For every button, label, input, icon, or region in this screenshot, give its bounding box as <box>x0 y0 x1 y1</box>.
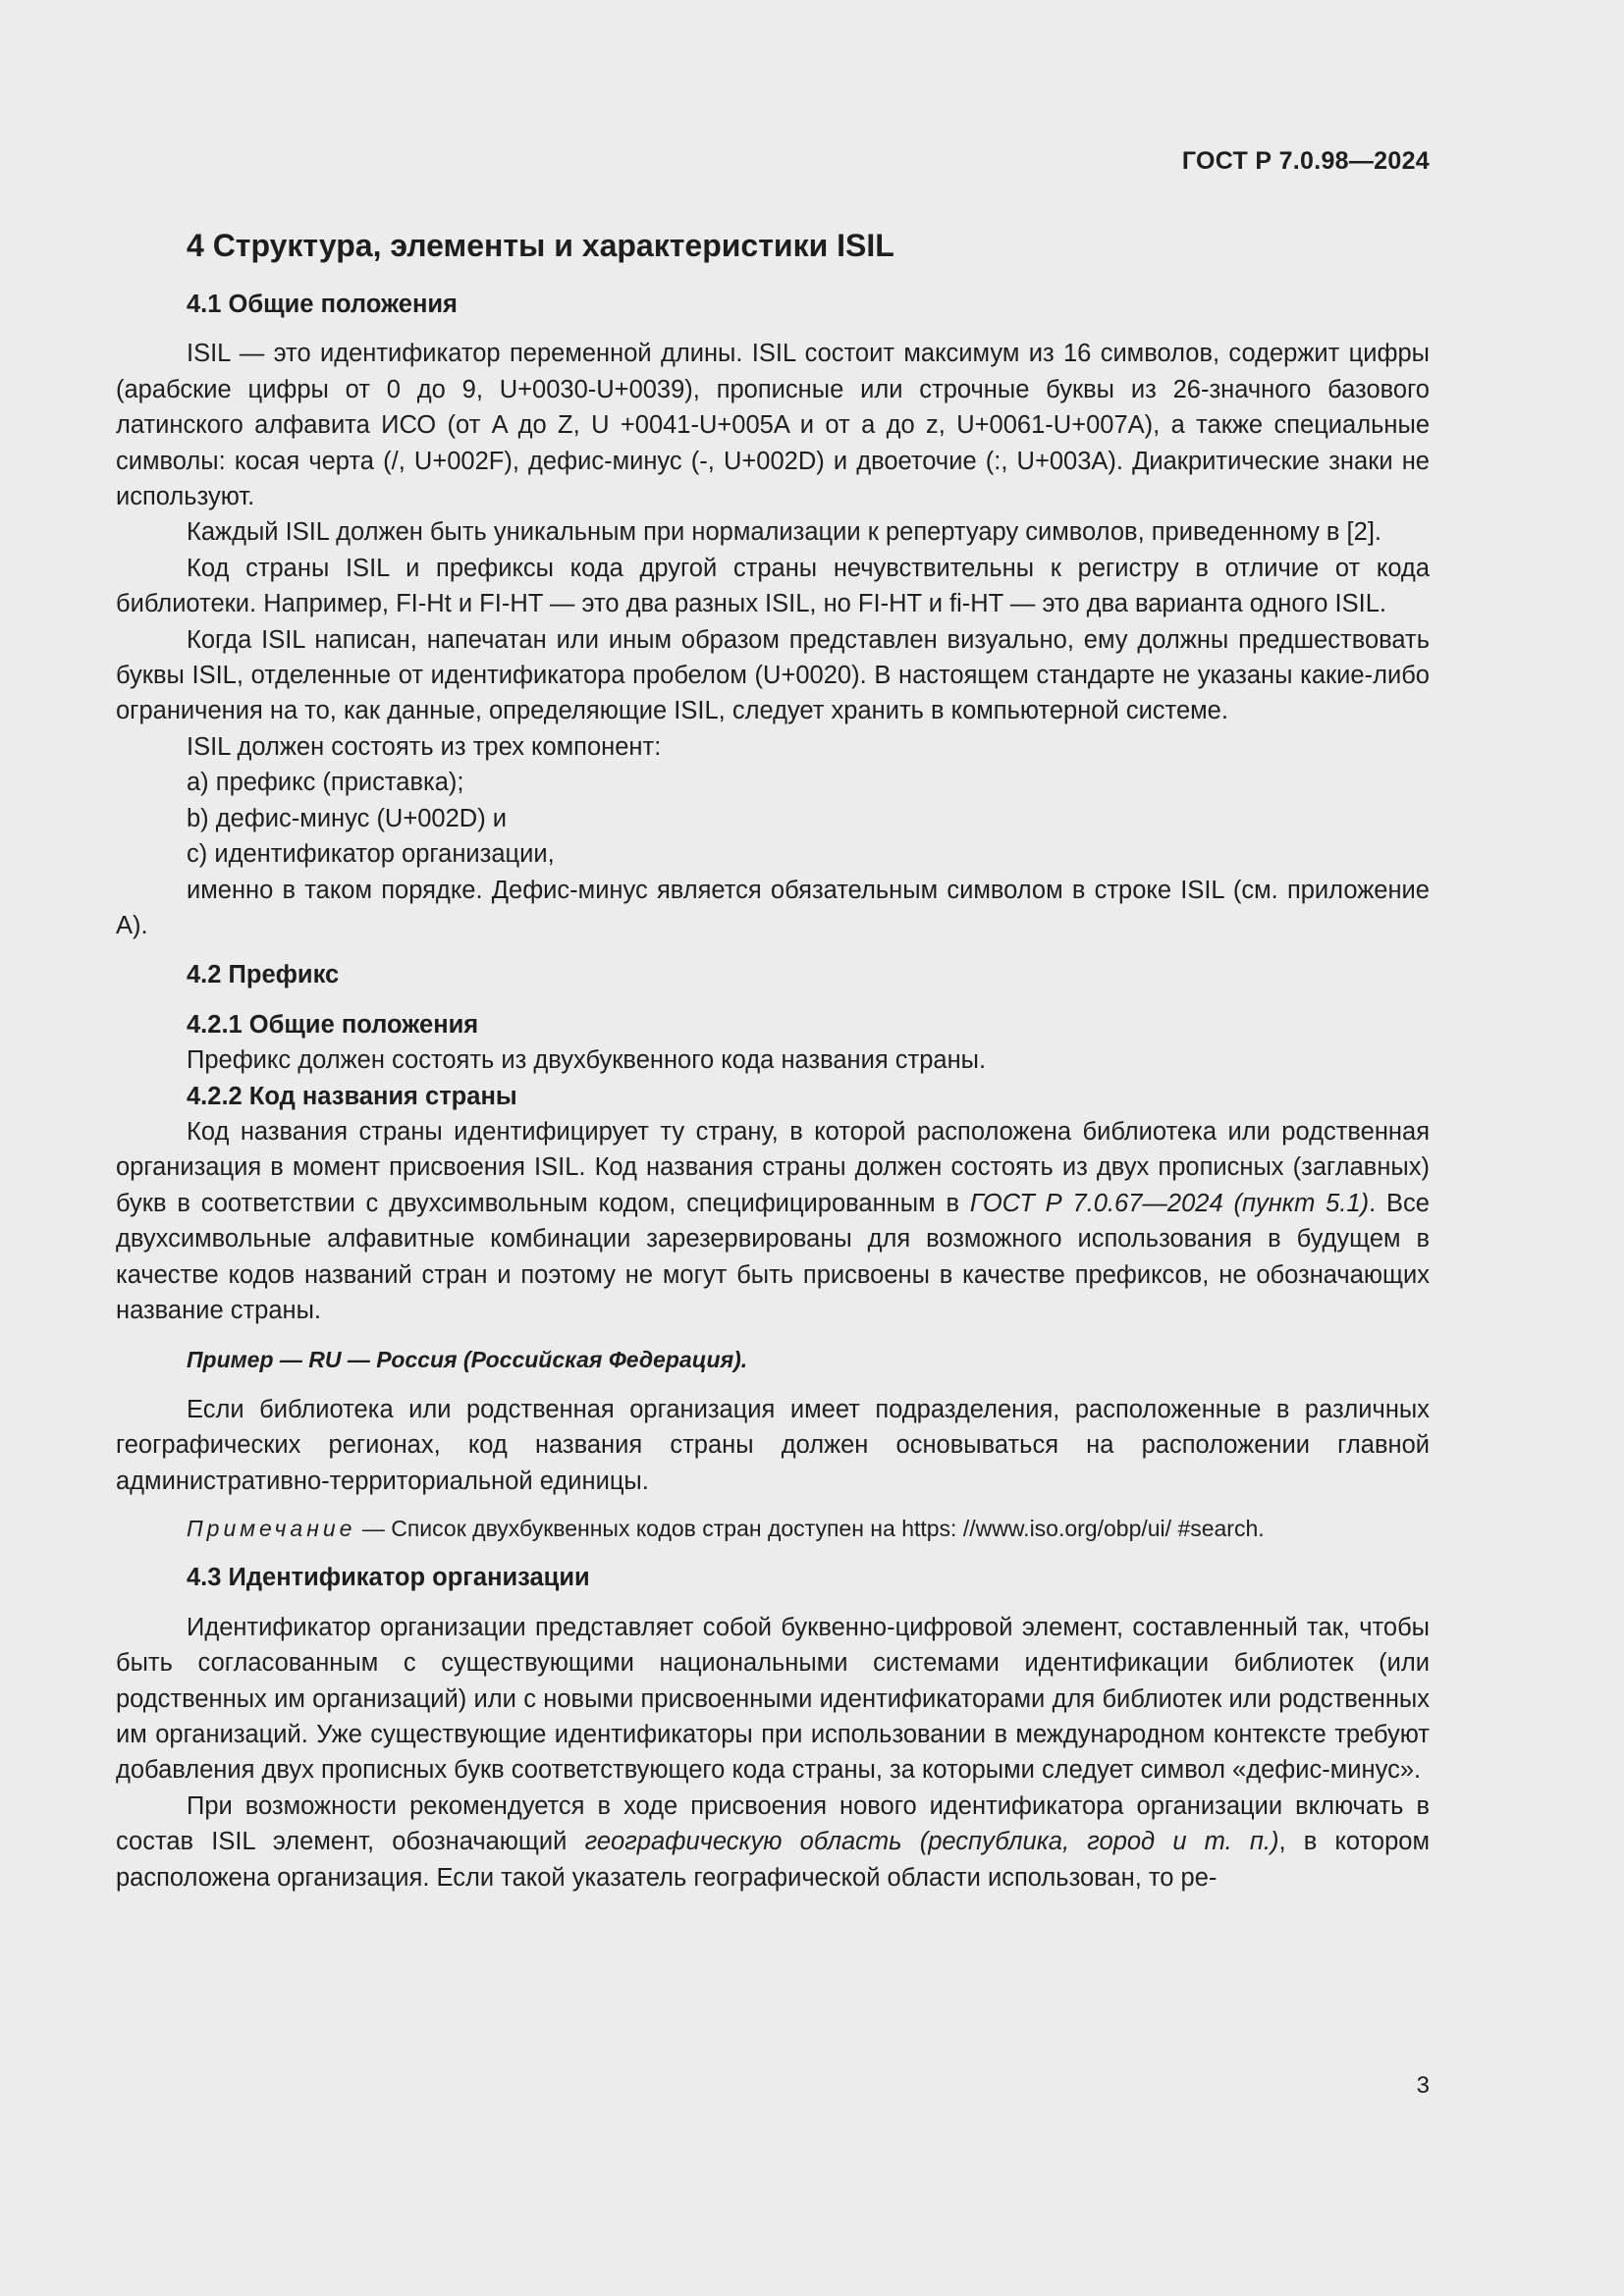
paragraph: ISIL — это идентификатор переменной длины. ISIL состоит максимум из 16 символов, содержит цифры (арабские цифры от 0 до 9, U+0030-U+0039), прописные или строчные буквы из 26-значного базового латинского алфавита ИСО (от A до Z, U +0041-U+005A и от a до z, U+0061-U+007A), а также специальные символы: косая черта (/, U+002F), дефис-минус (-, U+002D) и двоеточие (:, U+003A). Диакритические знаки не используют. <box>116 340 1430 511</box>
section-4-1-title: 4.1 Общие положения <box>187 291 458 318</box>
paragraph: Если библиотека или родственная организация имеет подразделения, расположенные в различных географических регионах, код названия страны должен основываться на расположении главной административно-территориальной единицы. <box>116 1395 1430 1495</box>
document-body <box>116 222 1430 1896</box>
section-4-2-1-title: 4.2.1 Общие положения <box>187 1010 479 1039</box>
paragraph <box>116 1789 1430 1896</box>
paragraph: Код страны ISIL и префиксы кода другой страны нечувствительны к регистру в отличие от кода библиотеки. Например, FI-Ht и FI-HT — это два разных ISIL, но FI-HT и fi-HT — это два варианта одного ISIL. <box>116 554 1430 618</box>
section-4-title: 4 Структура, элементы и характеристики ISIL <box>187 228 894 263</box>
list-item: c) идентификатор организации, <box>187 840 555 869</box>
note-label: Примечание <box>187 1516 356 1541</box>
paragraph-text: Код названия страны идентифицирует ту страну, в которой расположена библиотека или родственная организация в момент присвоения ISIL. Код названия страны должен состоять из двух прописных (заглавных) букв в соответствии с двухсимвольным кодом, специфицированным в <box>116 1117 1430 1217</box>
paragraph-text: . Все двухсимвольные алфавитные комбинации зарезервированы для возможного использования в будущем в качестве кодов названий стран и поэтому не могут быть присвоены в качестве префиксов, не обозначающих название страны. <box>116 1189 1430 1324</box>
paragraph: Префикс должен состоять из двухбуквенного кода названия страны. <box>187 1046 987 1075</box>
paragraph-text: При возможности рекомендуется в ходе присвоения нового идентификатора организации включать в состав ISIL элемент, обозначающий <box>116 1791 1430 1856</box>
section-4-2-2-title: 4.2.2 Код названия страны <box>187 1082 517 1110</box>
list-item: b) дефис-минус (U+002D) и <box>187 804 508 832</box>
paragraph: ISIL должен состоять из трех компонент: <box>187 732 662 761</box>
example: Пример — RU — Россия (Российская Федерация). <box>187 1347 748 1373</box>
standard-code-header: ГОСТ Р 7.0.98—2024 <box>1181 147 1430 175</box>
section-4-3-title: 4.3 Идентификатор организации <box>187 1564 590 1592</box>
paragraph-text: , в котором расположена организация. Если такой указатель географической области использован, то ре- <box>116 1828 1431 1892</box>
document-page <box>116 0 1430 2296</box>
standard-reference: ГОСТ Р 7.0.67—2024 (пункт 5.1) <box>969 1189 1370 1217</box>
paragraph: Когда ISIL написан, напечатан или иным образом представлен визуально, ему должны предшествовать буквы ISIL, отделенные от идентификатора пробелом (U+0020). В настоящем стандарте не указаны какие-либо ограничения на то, как данные, определяющие ISIL, следует хранить в компьютерной системе. <box>116 625 1430 725</box>
section-4-2-title: 4.2 Префикс <box>187 961 340 989</box>
paragraph: именно в таком порядке. Дефис-минус является обязательным символом в строке ISIL (см. приложение А). <box>116 876 1430 939</box>
note <box>187 1511 1430 1546</box>
emphasis: географическую область (республика, город и т. п.) <box>584 1828 1279 1856</box>
paragraph: Идентификатор организации представляет собой буквенно-цифровой элемент, составленный так, чтобы быть согласованным с существующими национальными системами идентификации библиотек (или родственных им организаций) или с новыми присвоенными идентификаторами для библиотек или родственных им организаций. Уже существующие идентификаторы при использовании в международном контексте требуют добавления двух прописных букв соответствующего кода страны, за которыми следует символ «дефис-минус». <box>116 1613 1430 1785</box>
paragraph: Каждый ISIL должен быть уникальным при нормализации к репертуару символов, приведенному в [2]. <box>187 518 1381 547</box>
note-text: — Список двухбуквенных кодов стран доступен на https: //www.iso.org/obp/ui/ #search. <box>355 1516 1265 1541</box>
page-number: 3 <box>1416 2072 1430 2099</box>
list-item: a) префикс (приставка); <box>187 769 464 797</box>
paragraph <box>116 1114 1430 1328</box>
